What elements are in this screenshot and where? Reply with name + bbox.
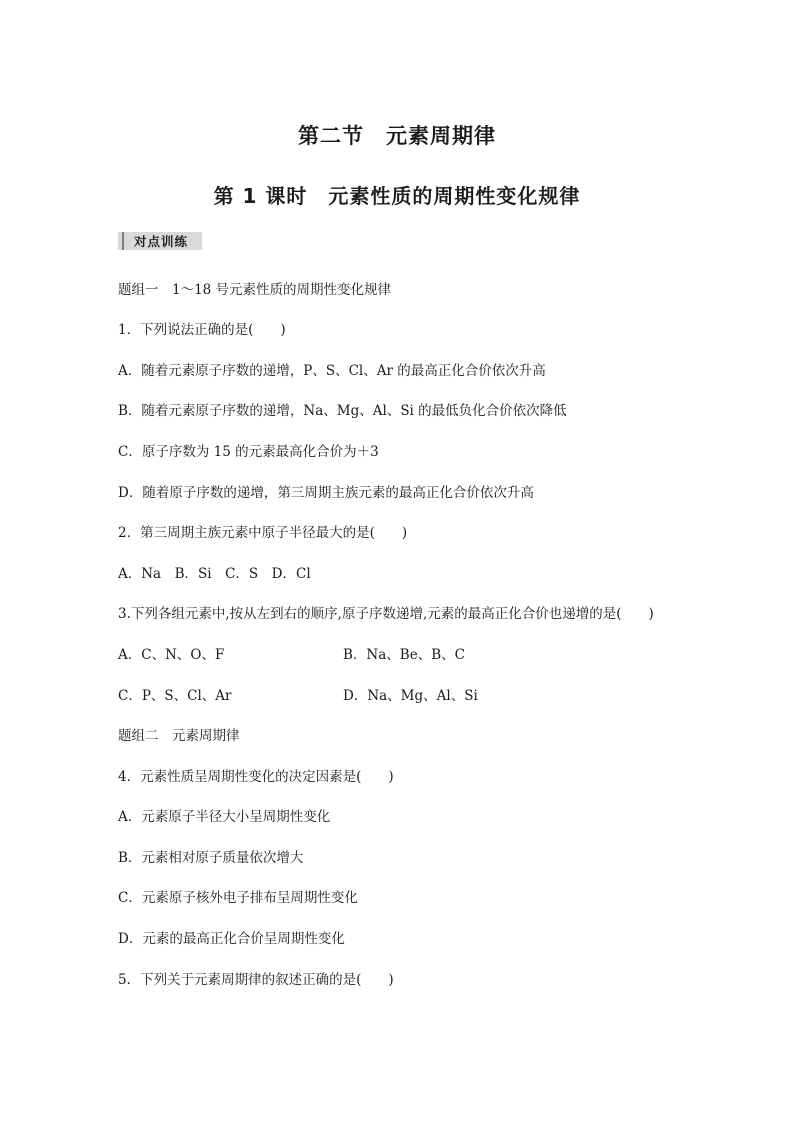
question-3-option-d: D．Na、Mg、Al、Si bbox=[343, 688, 478, 704]
question-3-option-a: A．C、N、O、F bbox=[118, 647, 225, 663]
question-2-stem: 2．第三周期主族元素中原子半径最大的是( ) bbox=[118, 525, 408, 541]
question-3-stem: 3.下列各组元素中,按从左到右的顺序,原子序数递增,元素的最高正化合价也递增的是( ) bbox=[118, 606, 654, 622]
page-title: 第二节 元素周期律 bbox=[298, 124, 496, 148]
question-1-option-d: D．随着原子序数的递增，第三周期主族元素的最高正化合价依次升高 bbox=[118, 485, 534, 501]
question-4-option-d: D．元素的最高正化合价呈周期性变化 bbox=[118, 931, 345, 947]
question-1-option-a: A．随着元素原子序数的递增，P、S、Cl、Ar 的最高正化合价依次升高 bbox=[118, 363, 546, 379]
question-2-options: A．Na B．Si C．S D．Cl bbox=[118, 566, 311, 582]
section-tag-bar bbox=[122, 232, 124, 250]
question-4-option-a: A．元素原子半径大小呈周期性变化 bbox=[118, 809, 331, 825]
question-1-option-c: C．原子序数为 15 的元素最高化合价为＋3 bbox=[118, 444, 379, 460]
question-1-stem: 1．下列说法正确的是( ) bbox=[118, 322, 286, 338]
question-3-option-b: B．Na、Be、B、C bbox=[343, 647, 465, 663]
question-3-option-c: C．P、S、Cl、Ar bbox=[118, 688, 232, 704]
question-1-option-b: B．随着元素原子序数的递增，Na、Mg、Al、Si 的最低负化合价依次降低 bbox=[118, 403, 567, 419]
question-4-option-c: C．元素原子核外电子排布呈周期性变化 bbox=[118, 890, 358, 906]
question-4-option-b: B．元素相对原子质量依次增大 bbox=[118, 850, 304, 866]
group-heading-2: 题组二 元素周期律 bbox=[118, 728, 240, 744]
page-subtitle: 第 1 课时 元素性质的周期性变化规律 bbox=[213, 184, 581, 208]
section-tag bbox=[118, 232, 202, 250]
question-5-stem: 5．下列关于元素周期律的叙述正确的是( ) bbox=[118, 972, 394, 988]
group-heading-1: 题组一 1～18 号元素性质的周期性变化规律 bbox=[118, 282, 392, 298]
section-tag-label: 对点训练 bbox=[134, 234, 189, 249]
question-4-stem: 4．元素性质呈周期性变化的决定因素是( ) bbox=[118, 769, 394, 785]
